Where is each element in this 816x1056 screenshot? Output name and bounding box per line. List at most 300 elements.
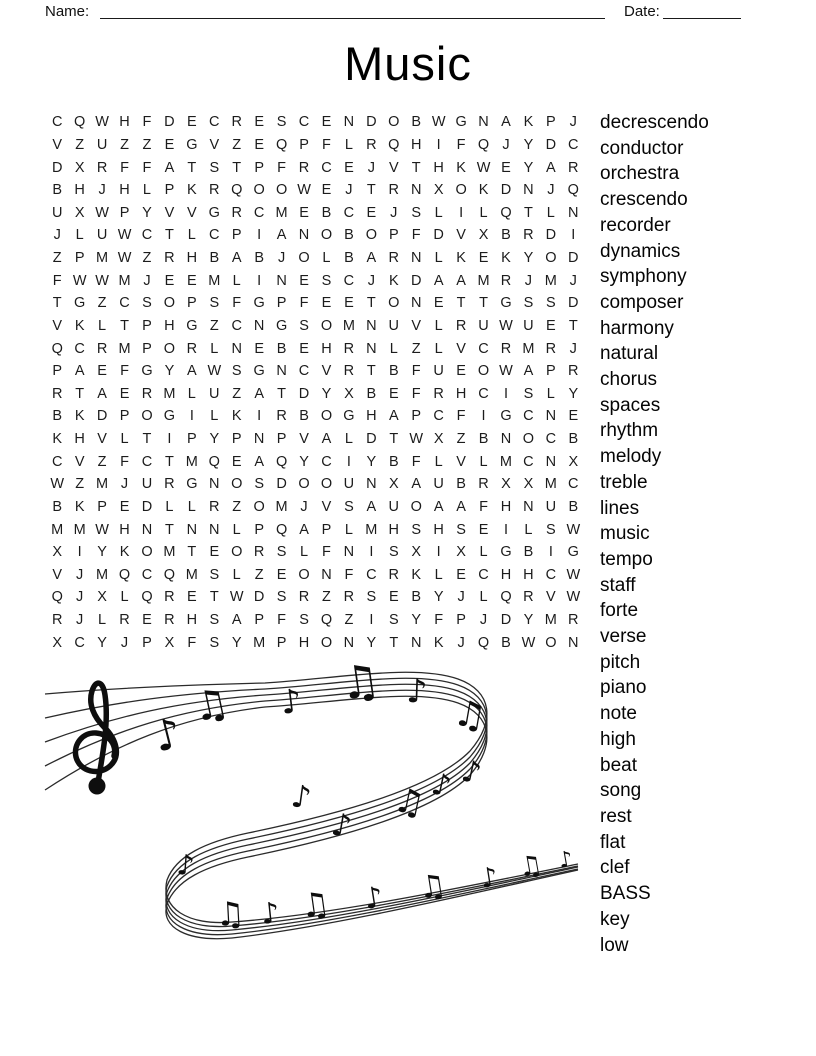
word-list-item: low (600, 934, 629, 956)
grid-letter: O (141, 408, 153, 425)
grid-letter: N (523, 182, 534, 199)
grid-letter: I (369, 544, 374, 561)
grid-letter: N (253, 317, 265, 334)
grid-letter: Y (523, 136, 534, 153)
grid-letter: O (320, 476, 333, 493)
grid-letter: Y (411, 612, 422, 629)
grid-letter: Z (52, 250, 62, 267)
grid-letter: U (51, 204, 63, 221)
grid-letter: J (457, 589, 465, 606)
grid-letter: A (523, 363, 534, 380)
grid-letter: F (411, 385, 421, 402)
grid-letter: X (74, 204, 85, 221)
grid-letter: W (499, 363, 513, 380)
grid-letter: S (299, 612, 309, 629)
grid-letter: A (321, 431, 332, 448)
grid-letter: B (344, 227, 354, 244)
grid-letter: N (209, 476, 220, 493)
grid-letter: R (343, 340, 355, 357)
grid-letter: H (321, 340, 332, 357)
grid-letter: W (409, 431, 424, 448)
grid-letter: E (366, 204, 377, 221)
grid-letter: S (254, 476, 264, 493)
grid-letter: U (141, 476, 153, 493)
grid-letter: N (366, 476, 377, 493)
grid-letter: W (95, 114, 109, 131)
grid-letter: E (501, 159, 511, 176)
grid-letter: A (164, 159, 175, 176)
grid-letter: Z (75, 476, 85, 493)
grid-letter: C (545, 431, 557, 448)
grid-letter: L (546, 385, 555, 402)
grid-letter: T (366, 182, 376, 199)
grid-letter: T (411, 159, 421, 176)
grid-letter: A (231, 250, 242, 267)
grid-letter: N (186, 521, 198, 538)
grid-letter: R (209, 498, 220, 515)
grid-letter: Y (523, 612, 534, 629)
grid-letter: F (120, 159, 129, 176)
grid-letter: L (210, 408, 219, 425)
grid-letter: P (254, 612, 264, 629)
date-label: Date: (624, 3, 660, 20)
grid-letter: H (119, 114, 130, 131)
word-list-item: chorus (600, 369, 658, 391)
grid-letter: A (546, 159, 556, 176)
grid-letter: E (187, 589, 197, 606)
grid-letter: J (120, 634, 129, 651)
grid-letter: N (410, 182, 422, 199)
grid-letter: F (232, 295, 242, 312)
grid-letter: N (141, 521, 153, 538)
grid-letter: F (479, 498, 488, 515)
grid-letter: F (120, 453, 129, 470)
grid-letter: B (52, 408, 63, 425)
beamed-notes-icon: ♫ (390, 779, 429, 826)
grid-letter: Q (477, 136, 490, 153)
grid-letter: E (97, 363, 107, 380)
grid-letter: W (566, 589, 581, 606)
grid-letter: E (276, 566, 287, 583)
grid-letter: F (344, 566, 354, 583)
grid-letter: V (321, 498, 332, 515)
grid-letter: I (436, 136, 441, 153)
grid-letter: P (254, 521, 264, 538)
grid-letter: O (477, 363, 490, 380)
grid-letter: T (164, 227, 174, 244)
grid-letter: D (366, 431, 377, 448)
eighth-note-icon: ♪ (148, 707, 187, 762)
grid-letter: Z (232, 498, 242, 515)
grid-letter: H (74, 182, 85, 199)
word-list-item: flat (600, 831, 626, 853)
grid-letter: D (410, 272, 422, 289)
grid-letter: M (51, 521, 64, 538)
grid-letter: E (568, 408, 579, 425)
grid-letter: G (163, 408, 176, 425)
grid-letter: C (343, 272, 355, 289)
grid-letter: K (501, 250, 511, 267)
grid-letter: N (321, 566, 332, 583)
grid-letter: O (320, 227, 333, 244)
grid-letter: R (141, 385, 153, 402)
grid-letter: V (52, 566, 63, 583)
grid-letter: Y (299, 453, 309, 470)
grid-letter: O (320, 634, 333, 651)
grid-letter: K (388, 272, 399, 289)
grid-letter: O (163, 340, 176, 357)
grid-letter: V (209, 136, 220, 153)
grid-letter: R (343, 589, 355, 606)
grid-letter: R (231, 204, 242, 221)
grid-letter: N (523, 498, 534, 515)
grid-letter: C (545, 566, 557, 583)
grid-letter: Z (97, 453, 107, 470)
word-list-item: rest (600, 805, 632, 827)
grid-letter: L (232, 566, 241, 583)
grid-letter: R (51, 612, 63, 629)
grid-letter: M (96, 476, 109, 493)
grid-letter: W (566, 566, 581, 583)
grid-letter: T (479, 295, 488, 312)
grid-letter: F (187, 634, 197, 651)
eighth-note-icon: ♪ (405, 671, 429, 711)
grid-letter: C (433, 408, 444, 425)
grid-letter: B (411, 589, 422, 606)
grid-letter: T (142, 431, 152, 448)
word-list-item: decrescendo (600, 112, 709, 133)
grid-letter: B (523, 544, 534, 561)
grid-letter: P (142, 634, 152, 651)
grid-letter: Q (118, 566, 131, 583)
grid-letter: P (142, 317, 152, 334)
grid-letter: M (342, 317, 355, 334)
grid-letter: T (277, 385, 287, 402)
grid-letter: S (209, 295, 220, 312)
treble-clef-icon (75, 683, 116, 794)
grid-letter: P (276, 634, 287, 651)
grid-letter: H (119, 521, 130, 538)
grid-letter: L (142, 182, 151, 199)
grid-letter: T (389, 431, 399, 448)
grid-letter: M (275, 498, 288, 515)
grid-letter: L (120, 589, 129, 606)
grid-letter: P (276, 431, 287, 448)
grid-letter: O (545, 250, 557, 267)
grid-letter: R (523, 227, 534, 244)
grid-letter: W (207, 363, 222, 380)
grid-letter: R (231, 114, 242, 131)
grid-letter: L (232, 272, 241, 289)
grid-letter: L (434, 566, 443, 583)
grid-letter: L (299, 544, 309, 561)
word-list-item: beat (600, 754, 637, 776)
grid-letter: J (502, 136, 510, 153)
grid-letter: E (321, 114, 332, 131)
word-list-item: high (600, 728, 636, 750)
grid-letter: W (521, 634, 536, 651)
grid-letter: H (500, 498, 512, 515)
grid-letter: D (96, 408, 108, 425)
grid-letter: L (210, 340, 219, 357)
grid-letter: D (568, 250, 579, 267)
grid-letter: U (96, 227, 108, 244)
musical-staff-decoration (0, 650, 620, 980)
grid-letter: Q (141, 589, 153, 606)
grid-letter: R (433, 385, 444, 402)
grid-letter: Z (142, 136, 152, 153)
grid-letter: K (456, 159, 466, 176)
grid-letter: P (299, 136, 309, 153)
grid-letter: S (388, 612, 399, 629)
eighth-note-icon: ♪ (278, 680, 304, 722)
grid-letter: Q (231, 182, 243, 199)
grid-letter: J (277, 250, 286, 267)
grid-letter: X (523, 476, 534, 493)
word-list-item: crescendo (600, 189, 688, 211)
grid-letter: Y (366, 634, 377, 651)
grid-letter: W (95, 272, 109, 289)
grid-letter: R (568, 612, 579, 629)
grid-letter: Z (254, 566, 264, 583)
grid-letter: V (164, 204, 175, 221)
grid-letter: M (544, 476, 557, 493)
grid-letter: J (143, 272, 151, 289)
grid-letter: M (118, 340, 131, 357)
grid-letter: M (163, 385, 176, 402)
grid-letter: T (232, 159, 242, 176)
grid-letter: V (546, 589, 556, 606)
grid-letter: S (411, 521, 422, 538)
grid-letter: Y (97, 544, 107, 561)
grid-letter: R (298, 159, 310, 176)
grid-letter: Y (164, 363, 175, 380)
grid-letter: A (411, 476, 422, 493)
grid-letter: A (456, 498, 466, 515)
grid-letter: R (164, 476, 175, 493)
grid-letter: L (187, 385, 196, 402)
grid-letter: K (231, 408, 242, 425)
grid-letter: Z (322, 589, 331, 606)
grid-letter: C (141, 566, 153, 583)
grid-letter: N (545, 453, 557, 470)
grid-letter: V (456, 453, 466, 470)
grid-letter: C (523, 408, 534, 425)
grid-letter: L (187, 498, 196, 515)
grid-letter: W (476, 159, 491, 176)
word-search-grid (46, 111, 585, 654)
grid-letter: W (50, 476, 65, 493)
grid-letter: H (388, 521, 400, 538)
word-list-item: harmony (600, 317, 674, 339)
grid-letter: G (208, 204, 220, 221)
grid-letter: P (456, 612, 466, 629)
grid-letter: Z (75, 136, 85, 153)
grid-letter: X (411, 544, 422, 561)
grid-letter: Q (500, 204, 512, 221)
grid-letter: V (456, 227, 466, 244)
grid-letter: B (501, 227, 511, 244)
grid-letter: X (388, 476, 399, 493)
grid-letter: F (322, 136, 331, 153)
grid-letter: B (456, 476, 466, 493)
grid-letter: M (275, 204, 288, 221)
grid-letter: B (299, 408, 309, 425)
grid-letter: D (298, 385, 310, 402)
grid-letter: R (119, 612, 130, 629)
grid-letter: M (522, 340, 535, 357)
grid-letter: S (276, 589, 287, 606)
grid-letter: D (366, 114, 377, 131)
beamed-notes-icon: ♫ (188, 679, 234, 732)
page-title: Music (344, 37, 472, 90)
grid-letter: I (481, 408, 486, 425)
grid-letter: C (298, 363, 310, 380)
grid-letter: L (434, 204, 443, 221)
grid-letter: L (479, 589, 488, 606)
grid-letter: A (366, 250, 377, 267)
grid-letter: U (209, 385, 220, 402)
grid-letter: E (299, 204, 309, 221)
grid-letter: Y (433, 589, 444, 606)
grid-letter: H (164, 317, 175, 334)
grid-letter: N (298, 227, 310, 244)
grid-letter: D (51, 159, 63, 176)
grid-letter: W (431, 114, 446, 131)
grid-letter: V (52, 317, 63, 334)
beamed-notes-icon: ♫ (336, 652, 384, 711)
grid-letter: C (321, 159, 332, 176)
grid-letter: L (232, 521, 241, 538)
grid-letter: M (253, 634, 266, 651)
grid-letter: F (434, 612, 444, 629)
grid-letter: O (320, 317, 333, 334)
grid-letter: E (231, 453, 242, 470)
grid-letter: P (276, 295, 287, 312)
grid-letter: K (119, 544, 130, 561)
grid-letter: K (456, 250, 466, 267)
grid-letter: W (95, 204, 109, 221)
grid-letter: N (343, 634, 355, 651)
grid-letter: L (98, 317, 107, 334)
grid-letter: B (321, 204, 332, 221)
grid-letter: O (388, 295, 400, 312)
grid-letter: G (455, 114, 467, 131)
grid-letter: O (455, 182, 467, 199)
grid-letter: E (456, 566, 466, 583)
grid-letter: S (456, 521, 466, 538)
grid-letter: O (253, 182, 265, 199)
grid-letter: N (343, 544, 355, 561)
grid-letter: D (568, 295, 579, 312)
grid-letter: B (388, 453, 399, 470)
grid-letter: T (523, 204, 533, 221)
grid-letter: U (545, 498, 557, 515)
grid-letter: D (500, 612, 512, 629)
grid-letter: E (388, 385, 399, 402)
grid-letter: Q (163, 566, 176, 583)
grid-letter: M (544, 612, 557, 629)
grid-letter: G (186, 476, 198, 493)
grid-letter: X (568, 453, 579, 470)
grid-letter: D (545, 227, 557, 244)
grid-letter: O (410, 498, 422, 515)
grid-letter: A (97, 385, 107, 402)
grid-letter: L (187, 227, 196, 244)
grid-letter: H (500, 566, 512, 583)
grid-letter: C (231, 317, 242, 334)
grid-letter: S (321, 272, 332, 289)
name-blank-line (100, 18, 605, 19)
grid-letter: B (388, 363, 399, 380)
grid-letter: R (568, 363, 579, 380)
grid-letter: P (142, 340, 152, 357)
grid-letter: R (366, 136, 377, 153)
grid-letter: A (433, 272, 444, 289)
word-list-item: recorder (600, 214, 671, 236)
grid-letter: N (568, 204, 579, 221)
grid-letter: K (52, 431, 63, 448)
word-list-item: conductor (600, 137, 684, 159)
grid-letter: T (164, 453, 174, 470)
grid-letter: S (209, 159, 220, 176)
grid-letter: V (456, 340, 466, 357)
grid-letter: E (119, 385, 130, 402)
grid-letter: Q (51, 340, 63, 357)
grid-letter: E (209, 544, 220, 561)
word-list-item: treble (600, 471, 648, 493)
grid-letter: T (52, 295, 62, 312)
grid-letter: A (276, 227, 287, 244)
grid-letter: F (142, 159, 152, 176)
grid-letter: K (478, 182, 489, 199)
grid-letter: R (186, 340, 198, 357)
word-list-item: verse (600, 626, 647, 648)
word-list-item: composer (600, 291, 684, 313)
grid-letter: Q (320, 612, 333, 629)
grid-letter: H (433, 521, 444, 538)
grid-letter: N (568, 634, 579, 651)
grid-letter: P (388, 227, 399, 244)
grid-letter: L (165, 498, 174, 515)
grid-letter: G (567, 544, 579, 561)
grid-letter: L (434, 317, 443, 334)
grid-letter: Y (366, 453, 377, 470)
grid-letter: M (73, 521, 86, 538)
grid-letter: I (257, 227, 262, 244)
grid-letter: C (209, 114, 220, 131)
grid-letter: R (96, 340, 108, 357)
grid-letter: E (456, 363, 466, 380)
grid-letter: U (433, 476, 444, 493)
grid-letter: Y (231, 634, 242, 651)
word-list-item: rhythm (600, 420, 659, 442)
beamed-notes-icon: ♫ (415, 866, 449, 907)
grid-letter: H (119, 182, 130, 199)
word-list-item: natural (600, 343, 659, 365)
grid-letter: V (321, 363, 332, 380)
grid-letter: T (120, 317, 129, 334)
grid-letter: P (546, 363, 556, 380)
grid-letter: M (499, 453, 513, 470)
grid-letter: R (523, 589, 534, 606)
grid-letter: R (209, 182, 220, 199)
grid-letter: R (388, 566, 400, 583)
eighth-note-icon: ♪ (556, 846, 575, 874)
grid-letter: R (276, 408, 287, 425)
grid-letter: L (434, 250, 443, 267)
grid-letter: S (231, 363, 242, 380)
